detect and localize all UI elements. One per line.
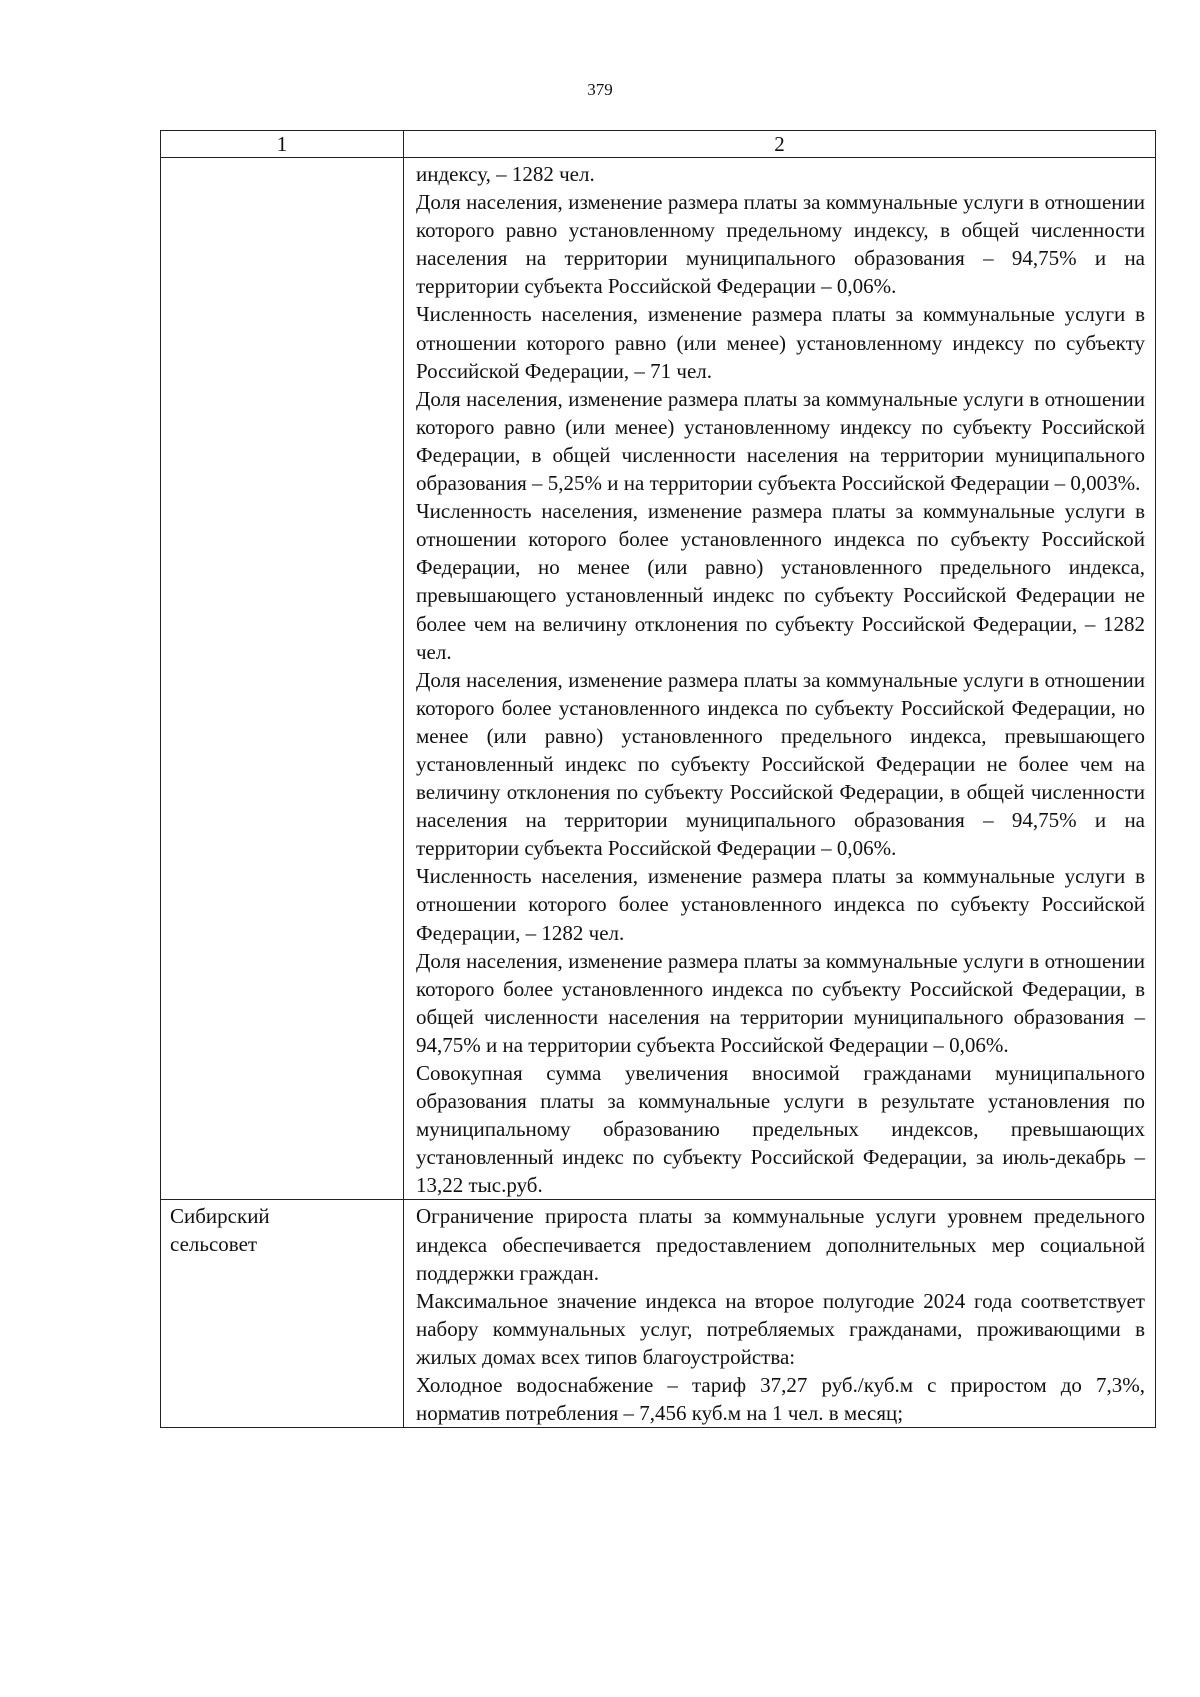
table-row — [161, 1200, 1156, 1428]
indicators-cell — [404, 1200, 1156, 1428]
indicator-paragraph: Доля населения, изменение размера платы за коммунальные услуги в отношении которого равно (или менее) установленному индексу по субъекту Российской Федерации, в общей численности населения на территории муниципального образования – 5,25% и на территории субъекта Российской Федерации – 0,003%. — [416, 386, 1145, 496]
table-row — [161, 158, 1156, 1200]
document-table — [160, 130, 1156, 1428]
indicator-paragraph: Ограничение прироста платы за коммунальные услуги уровнем предельного индекса обеспечивается предоставлением дополнительных мер социальной поддержки граждан. — [416, 1204, 1145, 1285]
indicator-paragraph: Совокупная сумма увеличения вносимой гражданами муниципального образования платы за коммунальные услуги в результате установления по муниципальному образованию предельных индексов, превышающих установленный индекс по субъекту Российской Федерации, за июль-декабрь – 13,22 тыс.руб. — [416, 1061, 1145, 1198]
indicator-paragraph: Численность населения, изменение размера платы за коммунальные услуги в отношении которого более установленного индекса по субъекту Российской Федерации, – 1282 чел. — [416, 864, 1145, 945]
indicators-cell — [404, 158, 1156, 1200]
column-header-1: 1 — [161, 131, 404, 158]
table-header-row — [161, 131, 1156, 158]
indicator-paragraph: Численность населения, изменение размера платы за коммунальные услуги в отношении которого равно (или менее) установленному индексу по субъекту Российской Федерации, – 71 чел. — [416, 302, 1145, 383]
municipality-name: Сибирский сельсовет — [170, 1204, 270, 1257]
municipality-cell — [161, 1200, 404, 1428]
indicator-paragraph: Доля населения, изменение размера платы за коммунальные услуги в отношении которого более установленного индекса по субъекту Российской Федерации, но менее (или равно) установленного предельного индекса, превышающего установленный индекс по субъекту Российской Федерации не более чем на величину отклонения по субъекту Российской Федерации, в общей численности населения на территории муниципального образования – 94,75% и на территории субъекта Российской Федерации – 0,06%. — [416, 667, 1145, 861]
indicator-paragraph: Доля населения, изменение размера платы за коммунальные услуги в отношении которого равно установленному предельному индексу, в общей численности населения на территории муниципального образования – 94,75% и на территории субъекта Российской Федерации – 0,06%. — [416, 190, 1145, 299]
column-header-2: 2 — [404, 131, 1156, 158]
page-number: 379 — [587, 80, 613, 99]
indicator-paragraph: Численность населения, изменение размера платы за коммунальные услуги в отношении которого более установленного индекса по субъекту Российской Федерации, но менее (или равно) установленного предельного индекса, превышающего установленный индекс по субъекту Российской Федерации не более чем на величину отклонения по субъекту Российской Федерации, – 1282 чел. — [416, 499, 1145, 664]
indicator-paragraph: индексу, – 1282 чел. — [416, 162, 595, 186]
municipality-cell — [161, 158, 404, 1200]
indicator-paragraph: Холодное водоснабжение – тариф 37,27 руб./куб.м с приростом до 7,3%, норматив потребления – 7,456 куб.м на 1 чел. в месяц; — [416, 1373, 1145, 1426]
indicator-paragraph: Доля населения, изменение размера платы за коммунальные услуги в отношении которого более установленного индекса по субъекту Российской Федерации, в общей численности населения на территории муниципального образования – 94,75% и на территории субъекта Российской Федерации – 0,06%. — [416, 948, 1145, 1057]
indicator-paragraph: Максимальное значение индекса на второе полугодие 2024 года соответствует набору коммунальных услуг, потребляемых гражданами, проживающими в жилых домах всех типов благоустройства: — [416, 1288, 1145, 1369]
